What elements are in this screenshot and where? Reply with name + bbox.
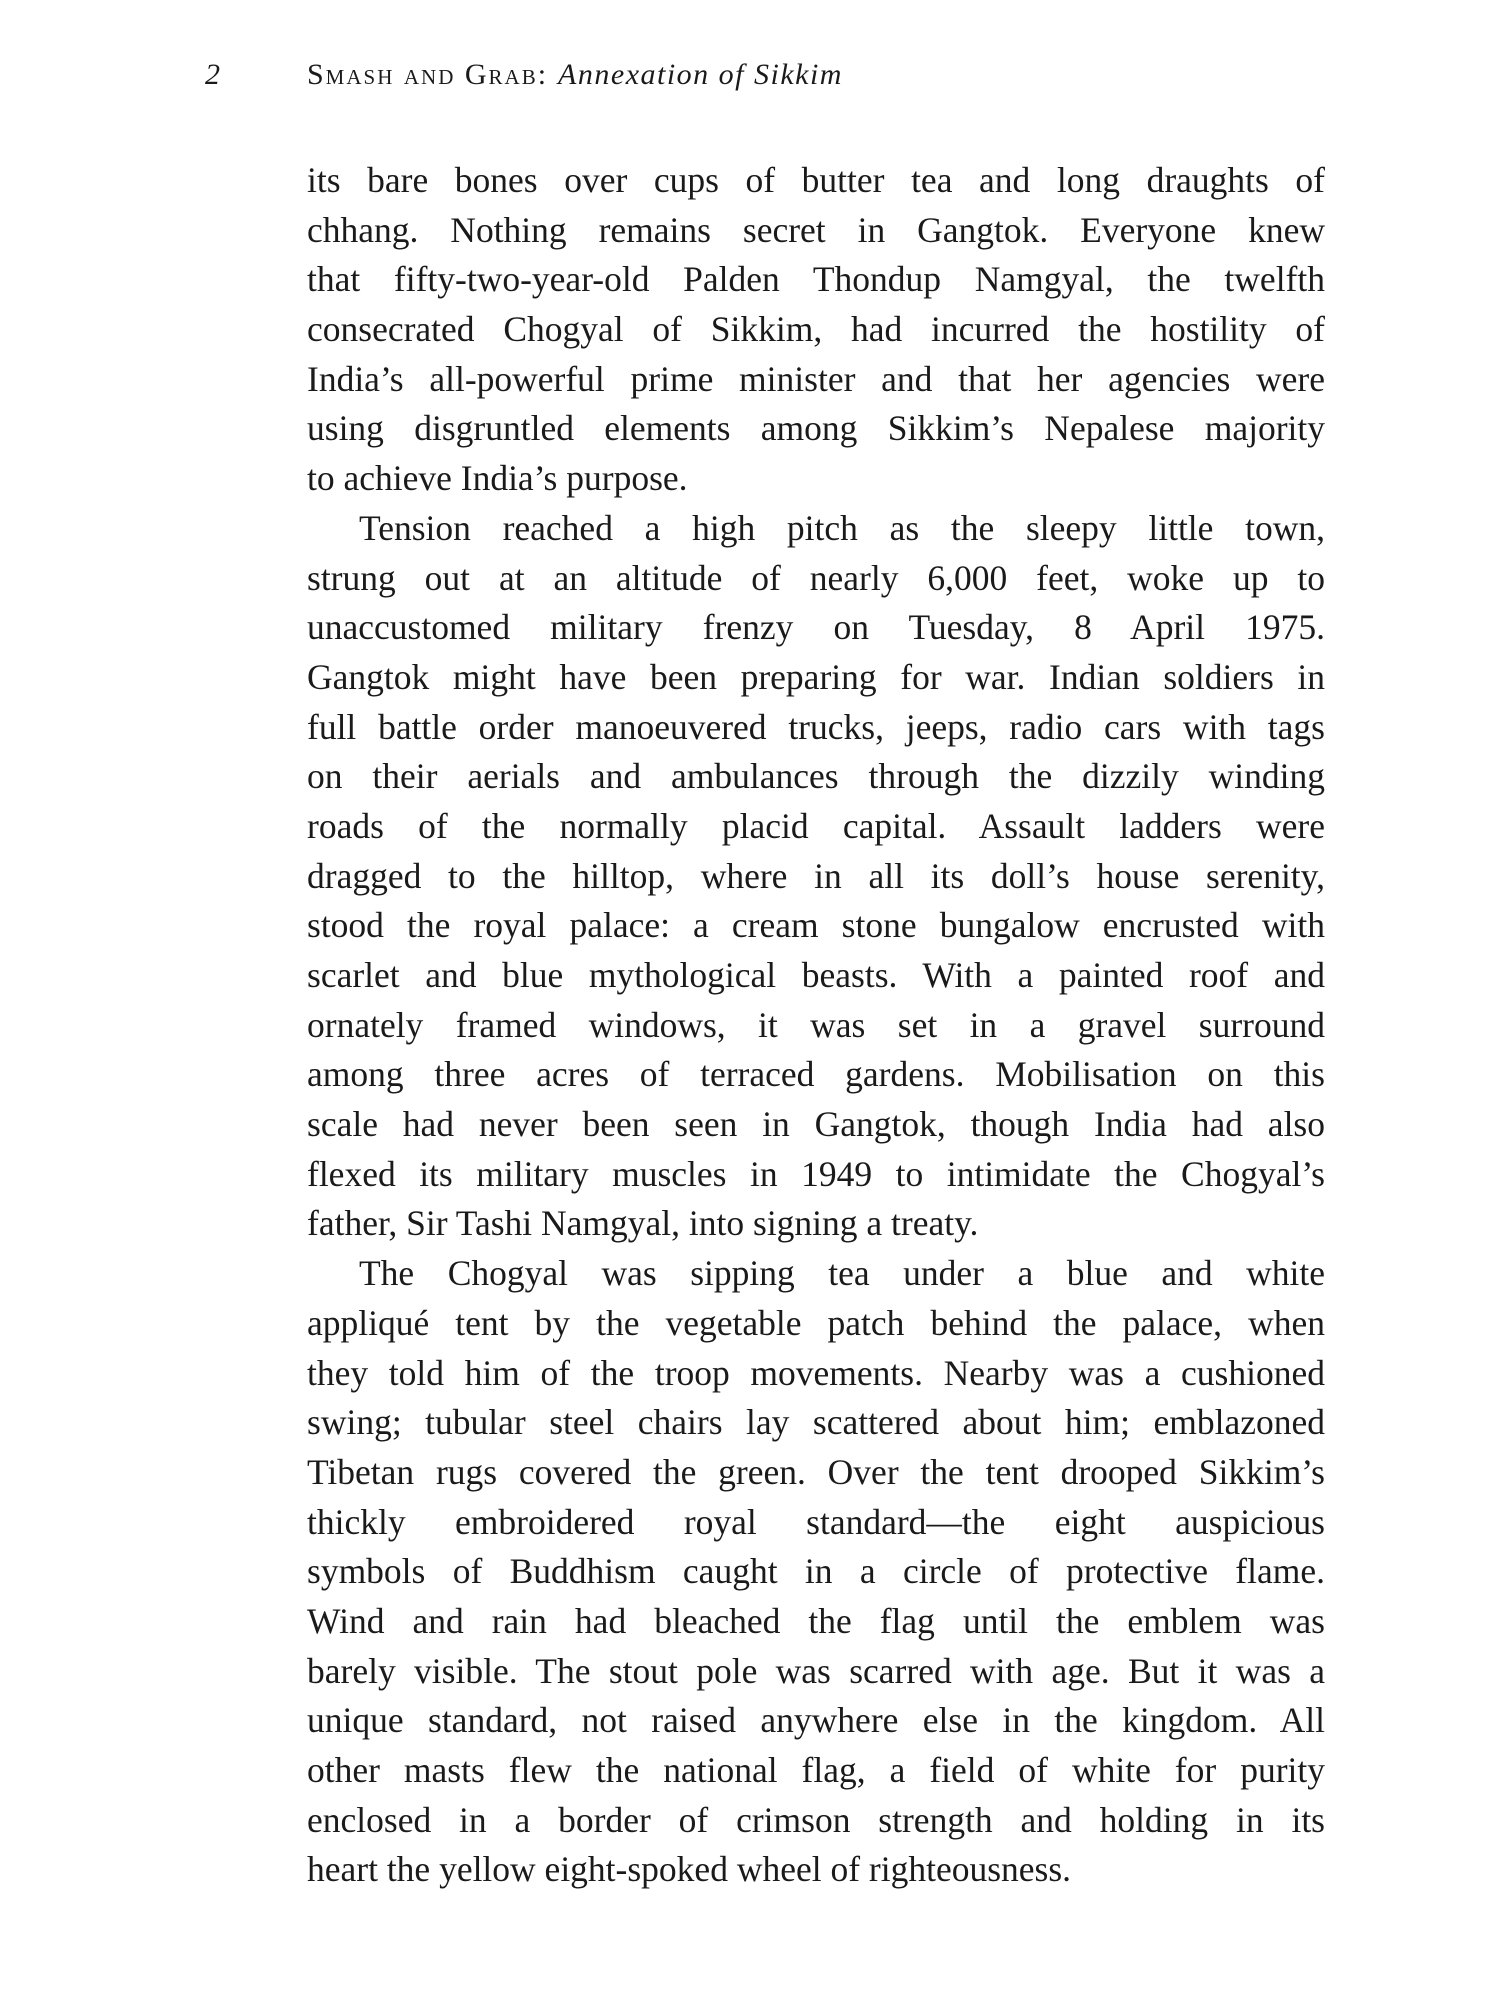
text-line: on their aerials and ambulances through the dizzily winding xyxy=(307,756,1325,797)
text-line: swing; tubular steel chairs lay scattered about him; emblazoned xyxy=(307,1402,1325,1443)
text-line: Wind and rain had bleached the flag until the emblem was xyxy=(307,1600,1325,1641)
text-line: dragged to the hilltop, where in all its doll’s house serenity, xyxy=(307,855,1325,896)
text-line: they told him of the troop movements. Nearby was a cushioned xyxy=(307,1352,1325,1393)
text-line: unaccustomed military frenzy on Tuesday, 8 April 1975. xyxy=(307,607,1325,648)
paragraph-1 xyxy=(307,156,1325,504)
paragraph-2 xyxy=(307,504,1325,1249)
text-line: Gangtok might have been preparing for war. Indian soldiers in xyxy=(307,656,1325,697)
text-line: chhang. Nothing remains secret in Gangtok. Everyone knew xyxy=(307,209,1325,250)
text-line: among three acres of terraced gardens. Mobilisation on this xyxy=(307,1054,1325,1095)
text-line: symbols of Buddhism caught in a circle of protective flame. xyxy=(307,1551,1325,1592)
text-line: using disgruntled elements among Sikkim’s Nepalese majority xyxy=(307,408,1325,449)
text-line: enclosed in a border of crimson strength and holding in its xyxy=(307,1799,1325,1840)
text-line: Tibetan rugs covered the green. Over the tent drooped Sikkim’s xyxy=(307,1451,1325,1492)
book-subtitle: Annexation of Sikkim xyxy=(558,58,843,91)
text-line: Tension reached a high pitch as the sleepy little town, xyxy=(359,507,1325,548)
book-title: Smash and Grab: xyxy=(307,58,549,91)
text-line: The Chogyal was sipping tea under a blue and white xyxy=(359,1253,1325,1294)
text-line: that fifty-two-year-old Palden Thondup Namgyal, the twelfth xyxy=(307,259,1325,300)
text-line: stood the royal palace: a cream stone bungalow encrusted with xyxy=(307,905,1325,946)
text-line: scarlet and blue mythological beasts. With a painted roof and xyxy=(307,955,1325,995)
text-line: its bare bones over cups of butter tea and long draughts of xyxy=(307,160,1325,200)
text-line: father, Sir Tashi Namgyal, into signing a treaty. xyxy=(307,1203,979,1244)
page-number: 2 xyxy=(205,58,220,91)
text-line: other masts flew the national flag, a field of white for purity xyxy=(307,1750,1325,1790)
text-line: ornately framed windows, it was set in a gravel surround xyxy=(307,1004,1325,1045)
text-line: strung out at an altitude of nearly 6,000 feet, woke up to xyxy=(307,557,1325,598)
text-line: India’s all-powerful prime minister and that her agencies were xyxy=(307,358,1325,399)
text-line: barely visible. The stout pole was scarred with age. But it was a xyxy=(307,1650,1325,1691)
text-line: appliqué tent by the vegetable patch behind the palace, when xyxy=(307,1302,1325,1343)
paragraph-3 xyxy=(307,1249,1325,1895)
text-line: unique standard, not raised anywhere else in the kingdom. All xyxy=(307,1700,1325,1741)
text-line: heart the yellow eight-spoked wheel of righteousness. xyxy=(307,1849,1072,1890)
text-line: to achieve India’s purpose. xyxy=(307,458,688,499)
text-line: consecrated Chogyal of Sikkim, had incurred the hostility of xyxy=(307,309,1325,350)
running-head xyxy=(205,50,843,100)
text-line: roads of the normally placid capital. Assault ladders were xyxy=(307,805,1325,846)
text-line: full battle order manoeuvered trucks, jeeps, radio cars with tags xyxy=(307,706,1325,747)
text-line: flexed its military muscles in 1949 to intimidate the Chogyal’s xyxy=(307,1153,1325,1194)
text-line: thickly embroidered royal standard—the eight auspicious xyxy=(307,1501,1325,1542)
text-line: scale had never been seen in Gangtok, though India had also xyxy=(307,1104,1325,1145)
body-text xyxy=(307,156,1325,1895)
